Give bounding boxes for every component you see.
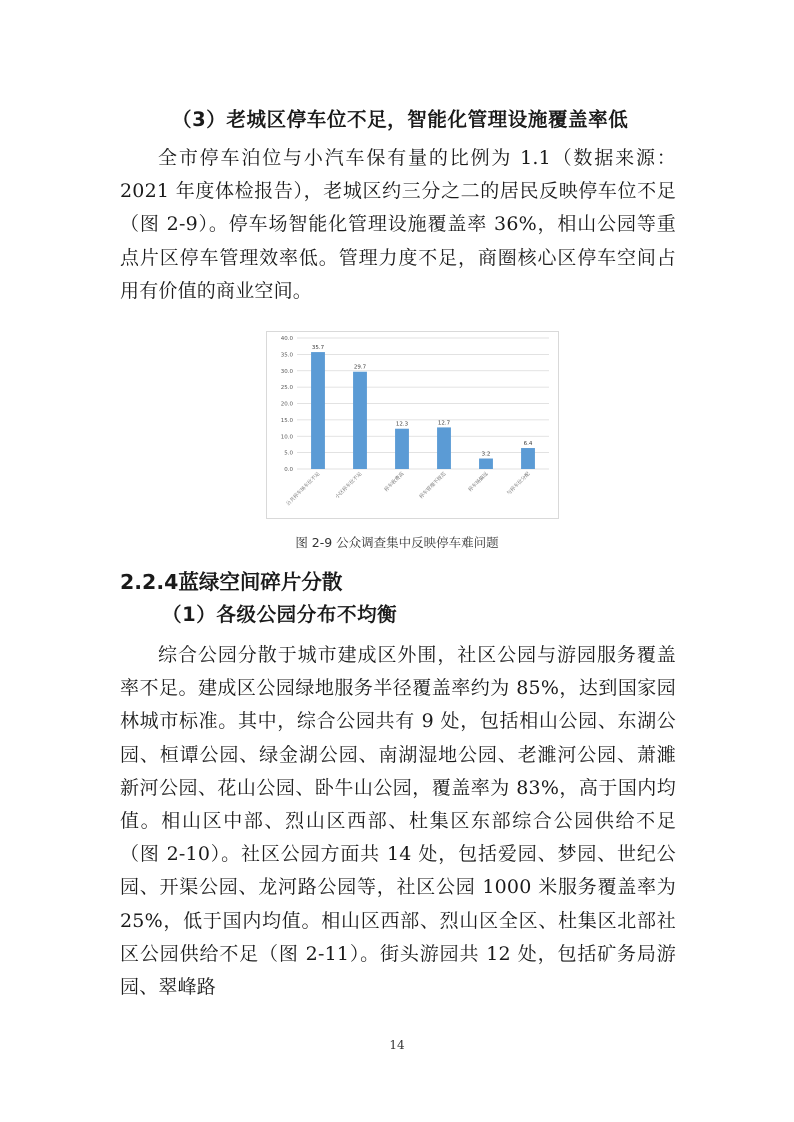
figure-caption: 图 2-9 公众调查集中反映停车难问题: [295, 535, 499, 550]
y-tick-label: 0.0: [284, 467, 293, 473]
section-heading-parks: （1）各级公园分布不均衡: [162, 603, 398, 626]
bar: [395, 429, 409, 469]
x-category-label: 与停车位分配: [505, 471, 532, 497]
x-category-label: 公共停车场车位不足: [285, 471, 322, 508]
bar: [311, 352, 325, 469]
y-tick-label: 5.0: [284, 450, 293, 457]
x-category-label: 停车场偏远: [467, 471, 490, 494]
y-tick-label: 15.0: [280, 417, 293, 424]
parking-survey-chart: [266, 331, 559, 519]
data-label: 3.2: [481, 451, 491, 458]
paragraph-parking: 全市停车泊位与小汽车保有量的比例为 1.1（数据来源：2021 年度体检报告），老城区约三分之二的居民反映停车位不足（图 2-9）。停车场智能化管理设施覆盖率 36%，相山公园等重点片区停车管理效率低。管理力度不足，商圈核心区停车空间占用有价值的商业空间。: [120, 147, 676, 302]
y-tick-label: 30.0: [280, 368, 293, 375]
bar: [521, 448, 535, 469]
section-heading-parking: （3）老城区停车位不足，智能化管理设施覆盖率低: [172, 108, 629, 131]
y-tick-label: 10.0: [280, 434, 293, 441]
bar-chart-svg: [267, 332, 558, 518]
x-category-label: 停车收费高: [383, 471, 406, 494]
page-number: 14: [389, 1038, 405, 1052]
bar: [479, 459, 493, 469]
paragraph-parks: 综合公园分散于城市建成区外围，社区公园与游园服务覆盖率不足。建成区公园绿地服务半径覆盖率约为 85%，达到国家园林城市标准。其中，综合公园共有 9 处，包括相山公园、东湖公园、桓谭公园、绿金湖公园、南湖湿地公园、老濉河公园、萧濉新河公园、花山公园、卧牛山公园，覆盖率为 83%，高于国内均值。相山区中部、烈山区西部、杜集区东部综合公园供给不足（图 2-10）。社区公园方面共 14 处，包括爱园、梦园、世纪公园、开渠公园、龙河路公园等，社区公园 1000 米服务覆盖率为 25%，低于国内均值。相山区西部、烈山区全区、杜集区北部社区公园供给不足（图 2-11）。街头游园共 12 处，包括矿务局游园、翠峰路: [120, 644, 676, 999]
data-label: 12.3: [395, 421, 409, 428]
data-label: 29.7: [353, 364, 367, 371]
data-label: 35.7: [311, 345, 325, 352]
y-tick-label: 20.0: [280, 401, 293, 408]
x-category-label: 停车管理不规范: [418, 471, 448, 501]
y-tick-label: 35.0: [280, 352, 293, 359]
x-category-label: 小区停车位不足: [334, 471, 364, 501]
y-tick-label: 40.0: [280, 336, 293, 342]
bar: [437, 427, 451, 469]
data-label: 12.7: [437, 420, 451, 427]
heading-2-2-4: 2.2.4蓝绿空间碎片分散: [120, 570, 343, 594]
bar: [353, 372, 367, 469]
y-tick-label: 25.0: [280, 385, 293, 392]
data-label: 6.4: [523, 441, 533, 448]
